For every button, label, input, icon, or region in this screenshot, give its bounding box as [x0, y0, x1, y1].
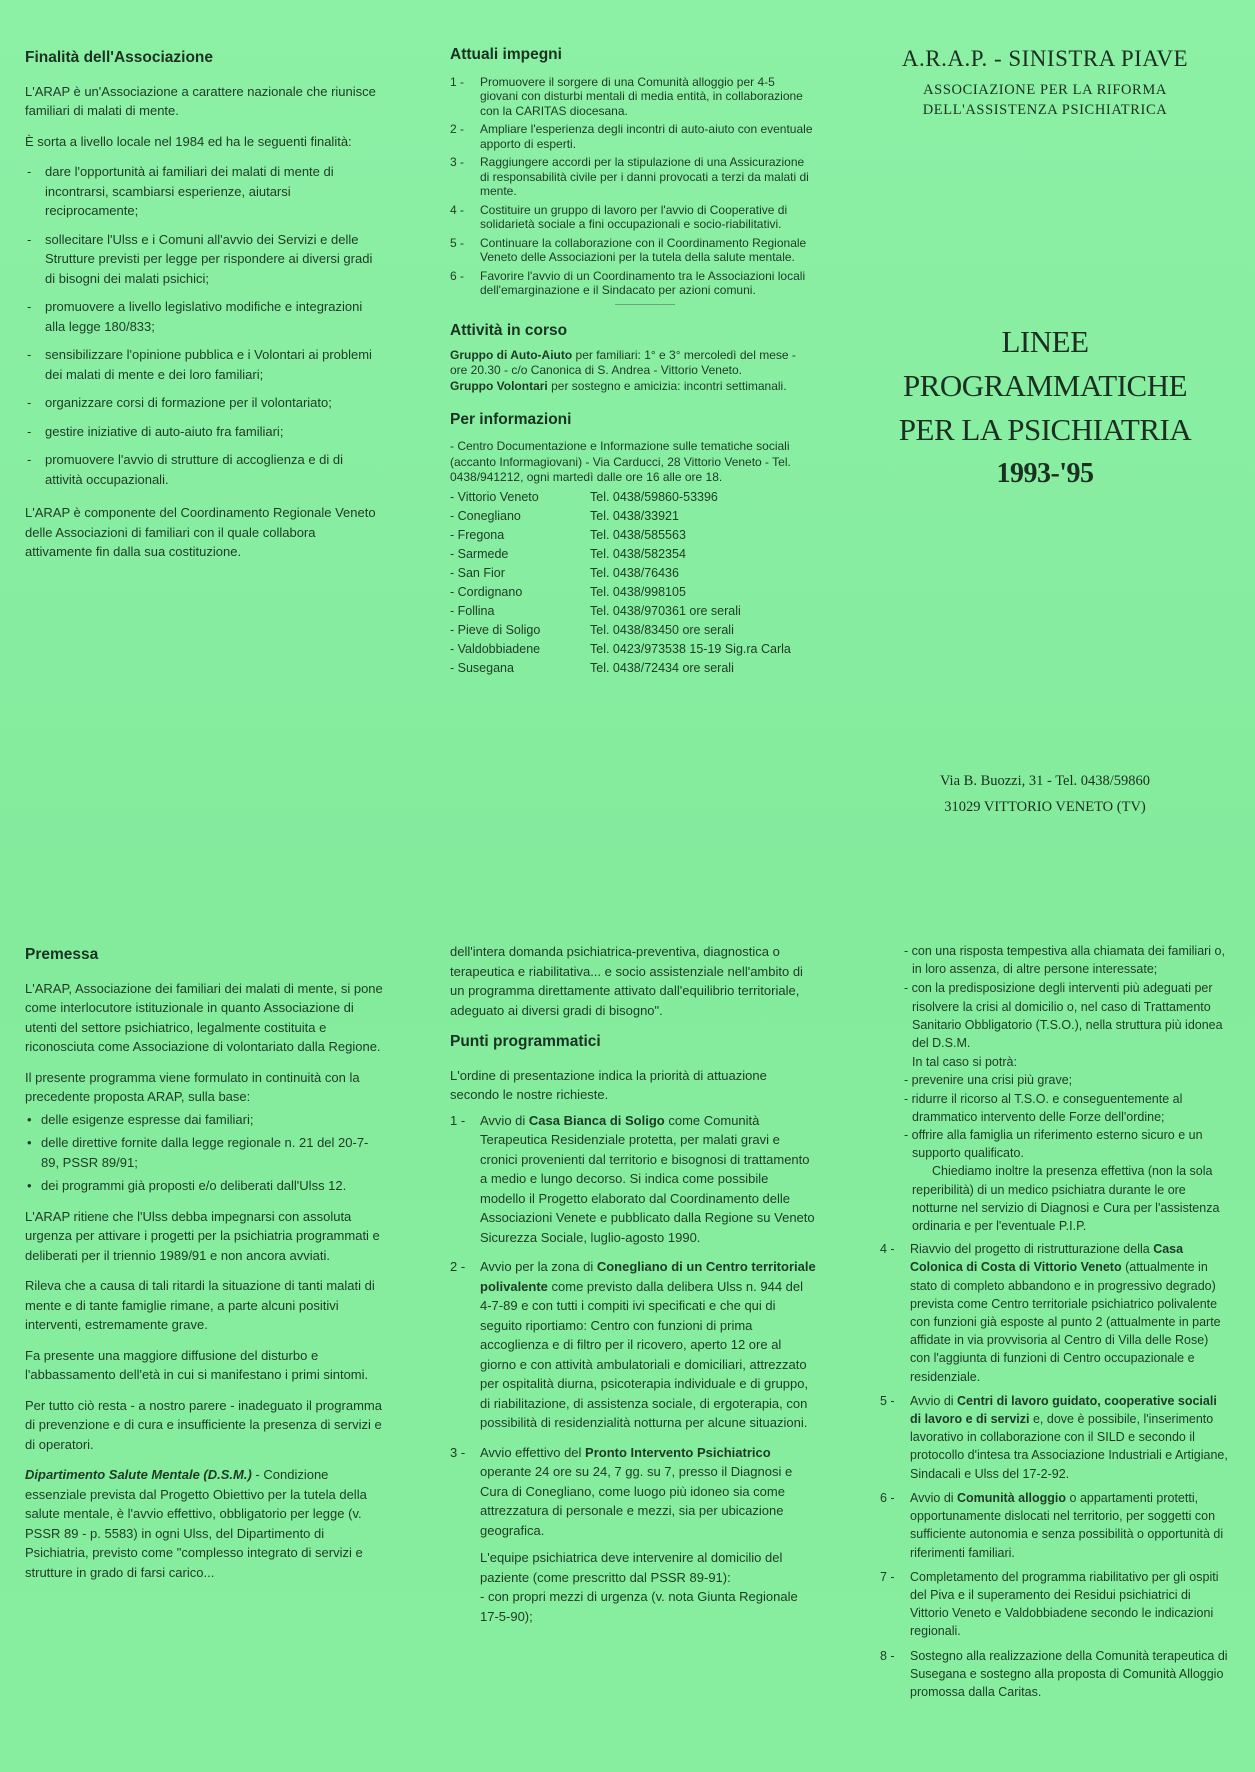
contact-table	[450, 488, 815, 677]
dsm-continued: dell'intera domanda psichiatrica-preventiva, diagnostica o terapeutica e riabilitativa... e socio assistenziale nell'ambito di un programma direttamente attivato dall'equilibrio territoriale, adeguato ai diversi gradi di bisogno".	[450, 944, 803, 1018]
finalita-closing: L'ARAP è componente del Coordinamento Regionale Veneto delle Associazioni di familiari con il quale collabora attivamente fin dalla sua costituzione.	[25, 505, 376, 559]
list-item	[450, 269, 815, 298]
cover-address	[860, 768, 1230, 820]
item-number: 5 -	[880, 1393, 895, 1408]
town-name: - Sarmede	[450, 546, 509, 561]
list-item	[880, 1489, 1230, 1562]
list-item	[450, 155, 815, 199]
premessa-p1: L'ARAP, Associazione dei familiari dei malati di mente, si pone come interlocutore istituzionale in quanto Associazione di utenti del settore psichiatrico, legalmente costituita e riconosciuta come Associazione di volontariato dalla Regione.	[25, 980, 383, 1054]
item-text-a: Avvio di	[480, 1112, 529, 1128]
list-item: - promuovere l'avvio di strutture di accoglienza e di di attività occupazionali.	[25, 450, 377, 489]
dsm-label: Dipartimento Salute Mentale (D.S.M.)	[25, 1467, 252, 1482]
finalita-column	[25, 48, 377, 688]
item-text-bold: Centri di lavoro guidato, cooperative sociali di lavoro e di servizi	[910, 1393, 1217, 1427]
item-text: Sostegno alla realizzazione della Comunità terapeutica di Susegana e sostegno alla proposta di Comunità Alloggio promossa dalla Caritas.	[910, 1648, 1228, 1699]
item-text: Ampliare l'esperienza degli incontri di auto-aiuto con eventuale apporto di esperti.	[480, 122, 813, 151]
town-tel: Tel. 0438/998105	[590, 584, 686, 599]
cover-panel	[860, 44, 1230, 864]
town-name: - Vittorio Veneto	[450, 489, 539, 504]
address-line-2: 31029 VITTORIO VENETO (TV)	[944, 799, 1146, 815]
punti-heading: Punti programmatici	[450, 1033, 601, 1050]
item-text-a: Avvio di	[910, 1393, 958, 1408]
item-subtext: L'equipe psichiatrica deve intervenire al domicilio del paziente (come prescritto dal PSSR 89-91):	[480, 1550, 783, 1585]
list-item	[450, 236, 815, 265]
finalita-sorta: È sorta a livello locale nel 1984 ed ha le seguenti finalità:	[25, 133, 352, 149]
item-number: 4 -	[880, 1242, 895, 1257]
org-subtitle-1: ASSOCIAZIONE PER LA RIFORMA	[923, 82, 1167, 98]
org-subtitle-2: DELL'ASSISTENZA PSICHIATRICA	[922, 102, 1168, 118]
dsm-text: - Condizione essenziale prevista dal Progetto Obiettivo per la tutela della salute mentale, è l'avvio effettivo, obbligatorio per legge (v. PSSR 89 - p. 5583) in ogni Ulss, del Dipartimento di Psichiatria, previsto come "complesso integrato di servizi e strutture in grado di farsi carico...	[25, 1467, 367, 1580]
auto-aiuto-details: per familiari: 1° e 3° mercoledì del mese - ore 20.30 - c/o Canonica di S. Andrea - Vittorio Veneto.	[450, 348, 796, 377]
impegni-column	[450, 45, 815, 855]
item-number: 3 -	[450, 155, 465, 169]
divider	[615, 304, 675, 305]
town-tel: Tel. 0438/59860-53396	[590, 489, 718, 504]
address-line-1: Via B. Buozzi, 31 - Tel. 0438/59860	[939, 773, 1151, 789]
caso-text: In tal caso si potrà:	[912, 1055, 1017, 1070]
item-text-a: Avvio effettivo del	[480, 1444, 586, 1460]
list-item: - ridurre il ricorso al T.S.O. e conseguentemente al drammatico intervento delle Forze dell'ordine;	[904, 1091, 1183, 1124]
punti-list	[450, 1111, 816, 1627]
item-number: 2 -	[450, 1259, 466, 1274]
title-years: 1993-'95	[996, 458, 1094, 489]
list-item: - dare l'opportunità ai familiari dei malati di mente di incontrarsi, scambiarsi esperienze, aiutarsi reciprocamente;	[25, 162, 377, 221]
auto-aiuto-label: Gruppo di Auto-Aiuto	[450, 348, 573, 362]
premessa-p2: Il presente programma viene formulato in continuità con la precedente proposta ARAP, sulla base:	[25, 1069, 360, 1104]
finalita-intro: L'ARAP è un'Associazione a carattere nazionale che riunisce familiari di malati di mente.	[25, 83, 376, 118]
item-text-c: (attualmente in stato di completo abbandono e in progressivo degrado) prevista come Centro territoriale psichiatrico polivalente con funzioni già esposte al punto 2 (attualmente in parte affidate in via provvisoria al Centro di Villa delle Rose) con l'aggiunta di funzioni di Centro occupazionale e residenziale.	[910, 1260, 1221, 1384]
list-item: - prevenire una crisi più grave;	[904, 1073, 1073, 1088]
list-item	[880, 1647, 1230, 1702]
item-number: 7 -	[880, 1569, 895, 1584]
item-text-a: Avvio di	[910, 1490, 958, 1505]
punti-list-continued	[880, 1240, 1230, 1701]
town-tel: Tel. 0438/582354	[590, 546, 686, 561]
list-item: • dei programmi già proposti e/o deliberati dall'Ulss 12.	[25, 1176, 385, 1196]
premessa-p5: Fa presente una maggiore diffusione del disturbo e l'abbassamento dell'età in cui si manifestano i primi sintomi.	[25, 1347, 369, 1382]
document-title	[860, 320, 1230, 496]
list-item	[880, 1240, 1230, 1386]
town-tel: Tel. 0438/72434 ore serali	[590, 660, 734, 675]
list-item	[450, 203, 815, 232]
town-name: - Valdobbiadene	[450, 641, 541, 656]
item-text-bold: Comunità alloggio	[957, 1490, 1067, 1505]
item-text-bold: Pronto Intervento Psichiatrico	[585, 1444, 771, 1460]
list-item	[450, 1111, 816, 1248]
premessa-p3: L'ARAP ritiene che l'Ulss debba impegnarsi con assoluta urgenza per attivare i progetti per la psichiatria programmati e deliberati per il triennio 1989/91 e non ancora avviati.	[25, 1208, 380, 1263]
list-item	[450, 122, 815, 151]
list-item: - organizzare corsi di formazione per il volontariato;	[25, 393, 377, 413]
town-tel: Tel. 0438/585563	[590, 527, 686, 542]
impegni-list	[450, 75, 815, 298]
list-item	[880, 1392, 1230, 1483]
item-text-bold: Conegliano di un Centro territoriale polivalente	[480, 1259, 816, 1294]
list-item: - promuovere a livello legislativo modifiche e integrazioni alla legge 180/833;	[25, 297, 377, 336]
volontari-text	[450, 379, 815, 394]
item-text-bold: Casa Bianca di Soligo	[528, 1112, 665, 1128]
item-number: 4 -	[450, 202, 465, 217]
title-line-1: LINEE	[1001, 324, 1089, 359]
item-number: 6 -	[450, 268, 465, 283]
item-text-c: operante 24 ore su 24, 7 gg. su 7, presso il Diagnosi e Cura di Conegliano, come luogo più idoneo sia come attrezzatura di personale e mezzi, sia per ubicazione geografica.	[480, 1464, 793, 1538]
item-number: 2 -	[450, 122, 465, 136]
item-text-bold: Casa Colonica di Costa di Vittorio Veneto	[910, 1242, 1184, 1275]
item-subtext: - con propri mezzi di urgenza (v. nota Giunta Regionale 17-5-90);	[480, 1589, 798, 1624]
town-tel: Tel. 0438/83450 ore serali	[590, 622, 734, 637]
finalita-heading: Finalità dell'Associazione	[25, 49, 214, 66]
town-tel: Tel. 0438/33921	[590, 508, 679, 523]
item-text-a: Avvio per la zona di	[480, 1259, 597, 1274]
item-text-c: e, dove è possibile, l'inserimento lavorativo in collaborazione con il SILD e secondo il protocollo d'intesa tra Associazione Industriali e Artigiane, Sindacali e Ulss del 17-2-92.	[910, 1412, 1228, 1481]
item-number: 1 -	[450, 74, 465, 89]
punti-continued-column	[880, 942, 1230, 1757]
finalita-list	[25, 162, 377, 489]
punti-column	[450, 942, 816, 1757]
list-item: - con la predisposizione degli interventi più adeguati per risolvere la crisi al domicilio o, nel caso di Trattamento Sanitario Obbligatorio (T.S.O.), nella struttura più idonea del D.S.M.	[904, 981, 1223, 1051]
premessa-p4: Rileva che a causa di tali ritardi la situazione di tanti malati di mente e di tante famiglie rimane, a parte alcuni positivi interventi, estremamente grave.	[25, 1278, 375, 1332]
chiediamo-text: Chiediamo inoltre la presenza effettiva (non la sola reperibilità) di un medico psichiatra durante le ore notturne nel servizio di Diagnosi e Cura per l'assistenza ordinaria e per l'eventuale P.I.P.	[912, 1164, 1220, 1234]
info-heading: Per informazioni	[450, 410, 572, 428]
list-item	[450, 75, 815, 119]
list-item: - con una risposta tempestiva alla chiamata dei familiari o, in loro assenza, di altre persone interessate;	[904, 944, 1225, 977]
town-name: - Conegliano	[450, 508, 521, 523]
list-item: - gestire iniziative di auto-aiuto fra familiari;	[25, 422, 377, 442]
town-name: - San Fior	[450, 565, 505, 580]
item-text-c: come previsto dalla delibera Ulss n. 944 del 4-7-89 e con tutti i compiti ivi specificati e che qui di seguito riportiamo: Centro con funzioni di prima accoglienza e di filtro per il ricovero, aperto 12 ore al giorno e con attività ambulatoriali e domiciliari, attrezzato per ospitalità diurna, psicoterapia individuale e di gruppo, di riabilitazione, di assistenza sociale, di ergoterapia, con possibilità di residenzialità notturna per alcune situazioni.	[480, 1278, 809, 1430]
item-text: Completamento del programma riabilitativo per gli ospiti del Piva e il superamento dei Residui psichiatrici di Vittorio Veneto e Valdobbiadene secondo le indicazioni regionali.	[910, 1569, 1219, 1639]
item-number: 5 -	[450, 235, 465, 250]
punti-order: L'ordine di presentazione indica la priorità di attuazione secondo le nostre richieste.	[450, 1067, 767, 1102]
premessa-p6: Per tutto ciò resta - a nostro parere - inadeguato il programma di prevenzione e di cura e insufficiente la presenza di servizi e di operatori.	[25, 1397, 382, 1452]
auto-aiuto-text	[450, 348, 815, 377]
list-item	[880, 1568, 1230, 1641]
town-tel: Tel. 0423/973538 15-19 Sig.ra Carla	[590, 641, 791, 656]
item-number: 3 -	[450, 1444, 466, 1460]
attivita-heading: Attività in corso	[450, 321, 568, 339]
list-item	[450, 1257, 816, 1433]
premessa-bullets	[25, 1110, 385, 1196]
org-name: A.R.A.P. - SINISTRA PIAVE	[901, 46, 1189, 71]
list-item: • delle direttive fornite dalla legge regionale n. 21 del 20-7-89, PSSR 89/91;	[25, 1133, 385, 1172]
premessa-heading: Premessa	[25, 946, 99, 963]
item-text: Continuare la collaborazione con il Coordinamento Regionale Veneto delle Associazioni per la tutela della salute mentale.	[480, 235, 807, 264]
item-text: Promuovere il sorgere di una Comunità alloggio per 4-5 giovani con disturbi mentali di media entità, in collaborazione con la CARITAS diocesana.	[480, 74, 803, 118]
item-text: Favorire l'avvio di un Coordinamento tra le Associazioni locali dell'emarginazione e il Sindacato per azioni comuni.	[480, 268, 806, 297]
list-item	[450, 1443, 816, 1627]
town-tel: Tel. 0438/76436	[590, 565, 679, 580]
item-text-a: Riavvio del progetto di ristrutturazione della	[910, 1242, 1154, 1257]
info-text: - Centro Documentazione e Informazione sulle tematiche sociali (accanto Informagiovani) - Via Carducci, 28 Vittorio Veneto - Tel. 0438/941212, ogni martedì dalle ore 16 alle ore 18.	[450, 439, 791, 484]
town-name: - Follina	[450, 603, 495, 618]
item-text-c: come Comunità Terapeutica Residenziale protetta, per malati gravi e cronici provenienti dal territorio e bisognosi di trattamento a medio e lungo decorso. Si indica come possibile modello il Progetto elaborato dal Coordinamento delle Associazioni Venete e pubblicato dalla Regione su Veneto Sicurezza Sociale, luglio-agosto 1990.	[480, 1112, 815, 1245]
impegni-heading: Attuali impegni	[450, 46, 562, 63]
list-item: - sollecitare l'Ulss e i Comuni all'avvio dei Servizi e delle Strutture previsti per legge per rispondere ai diversi gradi di bisogni dei malati psichici;	[25, 230, 377, 289]
list-item: • delle esigenze espresse dai familiari;	[25, 1110, 385, 1130]
item-number: 1 -	[450, 1112, 466, 1128]
volontari-label: Gruppo Volontari	[450, 379, 548, 393]
premessa-column	[25, 945, 385, 1755]
town-name: - Pieve di Soligo	[450, 622, 541, 637]
town-name: - Susegana	[450, 660, 514, 675]
item-text: Costituire un gruppo di lavoro per l'avvio di Cooperative di solidarietà sociale a fini occupazionali e socio-riabilitativi.	[480, 202, 788, 231]
dsm-paragraph	[25, 1465, 385, 1582]
item-text-c: o appartamenti protetti, opportunamente dislocati nel territorio, per soggetti con sufficiente autonomia e senza possibilità o opportunità di riferimenti familiari.	[910, 1490, 1224, 1560]
item-number: 6 -	[880, 1490, 895, 1505]
town-tel: Tel. 0438/970361 ore serali	[590, 603, 741, 618]
volontari-details: per sostegno e amicizia: incontri settimanali.	[547, 379, 787, 393]
list-item: - offrire alla famiglia un riferimento esterno sicuro e un supporto qualificato.	[904, 1128, 1203, 1161]
list-item: - sensibilizzare l'opinione pubblica e i Volontari ai problemi dei malati di mente e dei loro familiari;	[25, 345, 377, 384]
town-name: - Fregona	[450, 527, 505, 542]
town-name: - Cordignano	[450, 584, 523, 599]
item-number: 8 -	[880, 1648, 895, 1663]
title-line-2: PROGRAMMATICHE	[902, 368, 1188, 403]
title-line-3: PER LA PSICHIATRIA	[898, 412, 1192, 447]
item-text: Raggiungere accordi per la stipulazione di una Assicurazione di responsabilità civile per i danni provocati a terzi da malati di mente.	[480, 155, 809, 198]
